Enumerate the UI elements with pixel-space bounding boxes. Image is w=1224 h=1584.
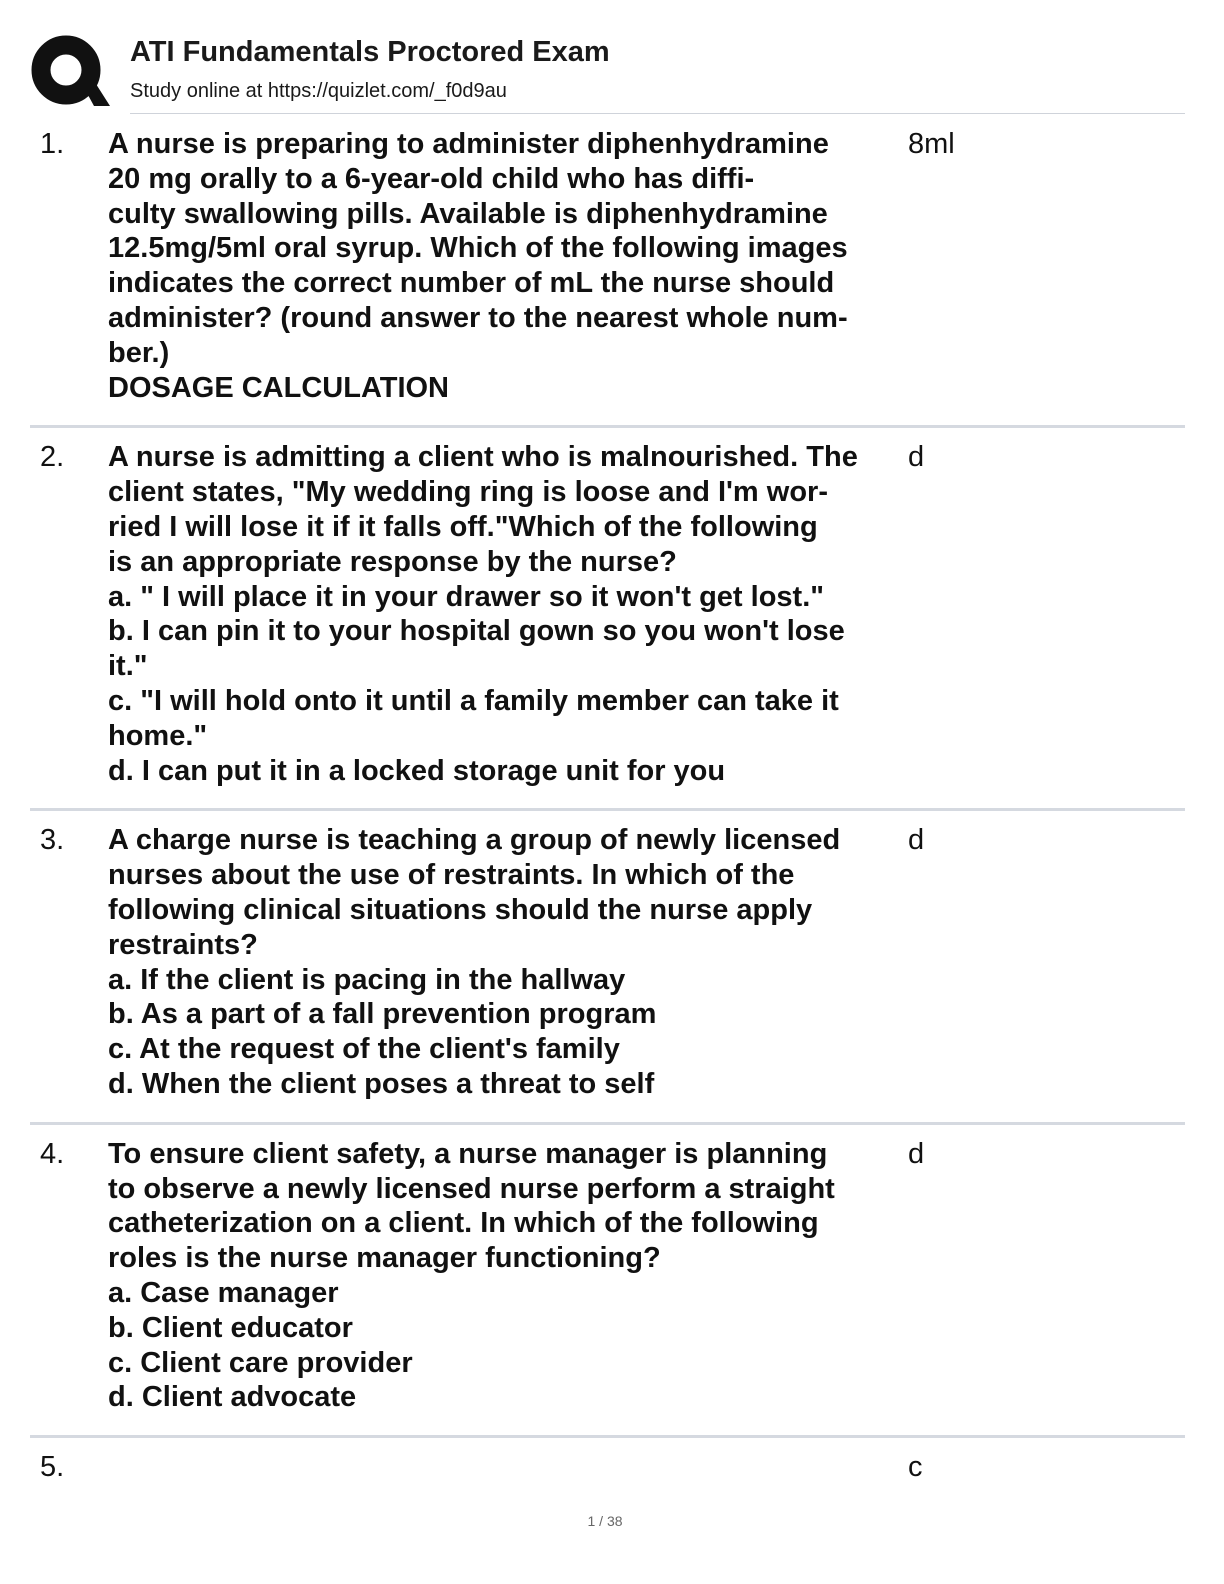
answer-text: d — [908, 824, 925, 857]
page-number: 1 / 38 — [587, 1513, 623, 1529]
question-text-line: b. I can pin it to your hospital gown so you won't lose — [108, 615, 845, 648]
question-text-line: client states, "My wedding ring is loose and I'm wor- — [108, 476, 828, 509]
question-text-line: is an appropriate response by the nurse? — [108, 545, 677, 578]
header-divider — [130, 113, 1185, 114]
question-text-line: A nurse is admitting a client who is malnourished. The — [108, 441, 858, 474]
question-text-line: roles is the nurse manager functioning? — [108, 1242, 661, 1275]
question-text-line: To ensure client safety, a nurse manager is planning — [108, 1137, 828, 1170]
question-text-line: A charge nurse is teaching a group of newly licensed — [108, 824, 841, 857]
question-number: 1. — [40, 128, 65, 160]
page-header — [30, 28, 1185, 114]
question-text-line: ried I will lose it if it falls off."Which of the following — [108, 510, 818, 543]
question-text-line: following clinical situations should the nurse apply — [108, 893, 813, 926]
question-number: 2. — [40, 441, 65, 474]
question-text-line: c. Client care provider — [108, 1346, 413, 1379]
question-text-line: catheterization on a client. In which of the following — [108, 1207, 819, 1240]
question-text — [108, 1137, 908, 1415]
question-text-line: DOSAGE CALCULATION — [108, 371, 450, 404]
question-text-line: administer? (round answer to the nearest whole num- — [108, 301, 848, 334]
answer-text: d — [908, 1137, 925, 1170]
question-text-line: nurses about the use of restraints. In which of the — [108, 859, 795, 892]
question-text-line: A nurse is preparing to administer diphenhydramine — [108, 128, 829, 160]
question-text-line: a. Case manager — [108, 1276, 339, 1309]
question-text — [108, 440, 908, 788]
question-list — [30, 115, 1185, 1505]
question-row — [30, 1438, 1185, 1505]
answer-text: d — [908, 441, 925, 474]
question-text-line: d. Client advocate — [108, 1381, 357, 1414]
quizlet-logo-icon — [30, 32, 110, 112]
question-text — [108, 127, 908, 405]
question-text-line: d. I can put it in a locked storage unit for you — [108, 754, 726, 787]
question-text-line: b. Client educator — [108, 1311, 353, 1344]
question-text-line: a. If the client is pacing in the hallway — [108, 963, 626, 996]
question-text-line: ber.) — [108, 336, 170, 369]
question-number: 5. — [40, 1451, 65, 1484]
question-text-line: it." — [108, 650, 148, 683]
question-row — [30, 115, 1185, 428]
question-text-line: indicates the correct number of mL the nurse should — [108, 267, 835, 300]
question-text-line: d. When the client poses a threat to self — [108, 1067, 655, 1100]
document-title: ATI Fundamentals Proctored Exam — [130, 36, 610, 68]
question-text-line: restraints? — [108, 928, 258, 961]
question-text-line: c. At the request of the client's family — [108, 1033, 620, 1066]
question-text-line: to observe a newly licensed nurse perform a straight — [108, 1172, 835, 1205]
answer-text: c — [908, 1451, 923, 1484]
question-text-line: a. " I will place it in your drawer so it won't get lost." — [108, 580, 825, 613]
question-row — [30, 811, 1185, 1124]
question-row — [30, 428, 1185, 811]
question-text — [108, 823, 908, 1101]
question-text-line: c. "I will hold onto it until a family member can take it — [108, 684, 839, 717]
study-link-text: Study online at https://quizlet.com/_f0d9au — [130, 80, 507, 102]
question-text-line: 12.5mg/5ml oral syrup. Which of the following images — [108, 232, 848, 265]
question-text-line: b. As a part of a fall prevention program — [108, 998, 657, 1031]
question-text — [108, 1450, 908, 1485]
question-text-line: culty swallowing pills. Available is diphenhydramine — [108, 197, 828, 230]
answer-text: 8ml — [908, 128, 955, 160]
question-number: 4. — [40, 1137, 65, 1170]
question-text-line: 20 mg orally to a 6-year-old child who has diffi- — [108, 162, 755, 195]
question-row — [30, 1125, 1185, 1438]
question-number: 3. — [40, 824, 65, 857]
question-text-line: home." — [108, 719, 208, 752]
